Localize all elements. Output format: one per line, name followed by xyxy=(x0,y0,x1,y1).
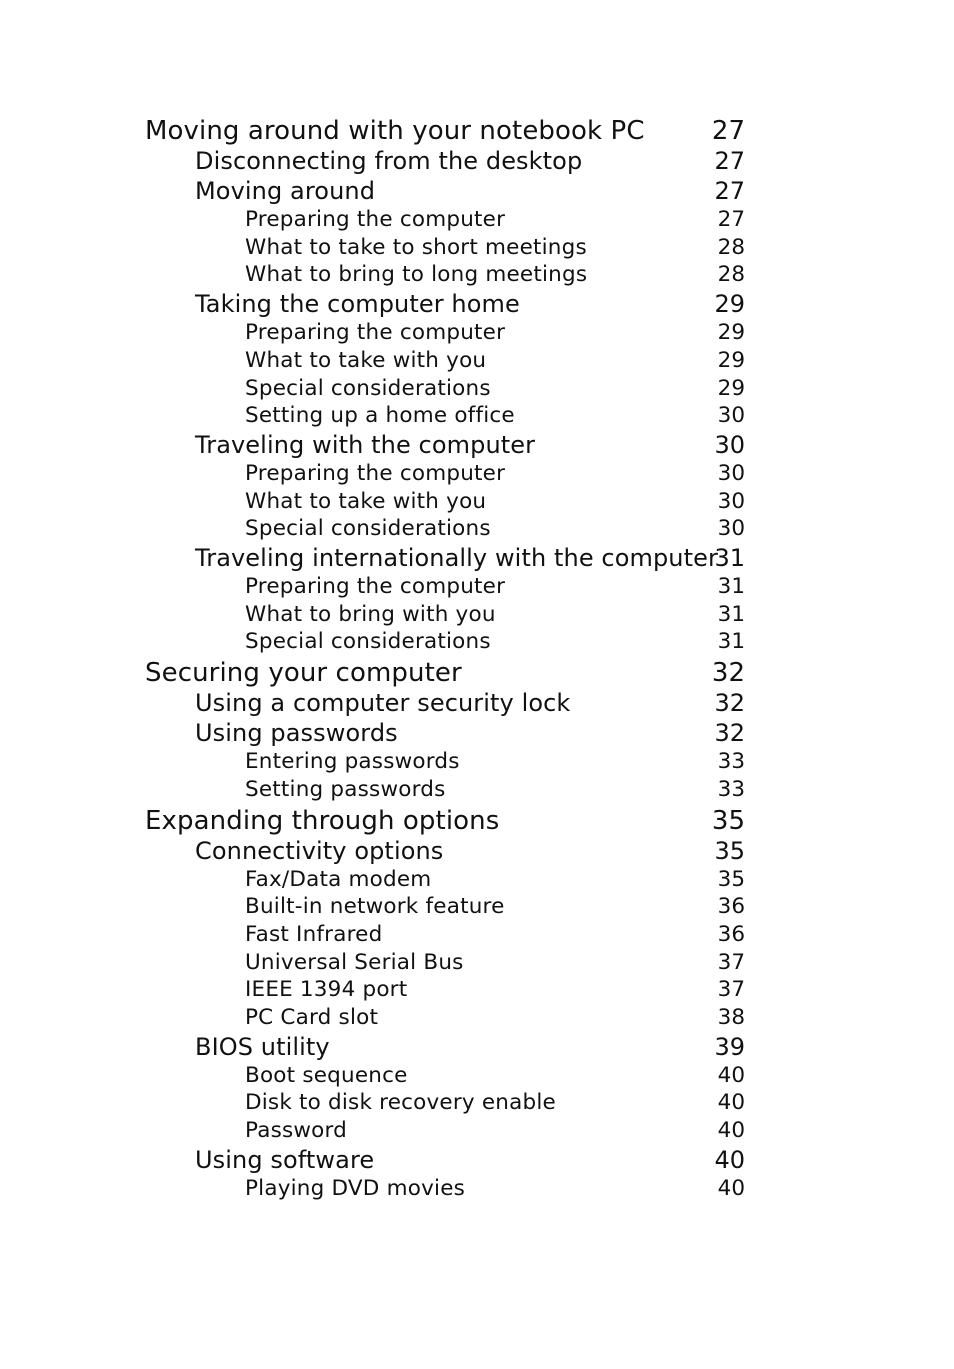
toc-entry-page: 27 xyxy=(714,147,745,175)
toc-entry-page: 31 xyxy=(714,544,745,573)
toc-entry-page: 28 xyxy=(717,262,745,288)
toc-entry[interactable] xyxy=(145,146,745,176)
toc-entry[interactable] xyxy=(145,375,745,403)
toc-entry-title: Moving around with your notebook PC xyxy=(145,116,645,146)
toc-entry-page: 36 xyxy=(717,894,745,920)
toc-entry-page: 30 xyxy=(714,430,745,459)
toc-entry-title: Fax/Data modem xyxy=(245,866,432,892)
toc-entry-title: Preparing the computer xyxy=(245,460,506,486)
toc-entry-page: 36 xyxy=(717,921,745,947)
toc-entry[interactable] xyxy=(145,402,745,430)
toc-entry-title: Securing your computer xyxy=(145,658,462,689)
toc-entry-title: What to bring to long meetings xyxy=(245,262,588,288)
toc-entry-page: 39 xyxy=(714,1032,745,1061)
toc-entry[interactable] xyxy=(145,206,745,234)
toc-entry-title: Preparing the computer xyxy=(245,574,506,600)
toc-entry[interactable] xyxy=(145,1004,745,1032)
toc-entry-title: Disconnecting from the desktop xyxy=(195,147,583,175)
toc-entry-title: Fast Infrared xyxy=(245,921,383,947)
toc-entry[interactable] xyxy=(145,488,745,516)
toc-entry-page: 38 xyxy=(717,1005,745,1031)
toc-entry[interactable] xyxy=(145,347,745,375)
toc-entry[interactable] xyxy=(145,430,745,460)
toc-entry[interactable] xyxy=(145,628,745,656)
toc-entry-page: 31 xyxy=(717,601,745,627)
toc-entry-title: Connectivity options xyxy=(195,836,444,865)
toc-entry-page: 31 xyxy=(717,574,745,600)
toc-entry[interactable] xyxy=(145,866,745,894)
toc-entry-title: Taking the computer home xyxy=(195,290,520,319)
toc-entry-title: Preparing the computer xyxy=(245,207,506,232)
toc-entry-title: Entering passwords xyxy=(245,749,460,775)
toc-entry-page: 28 xyxy=(717,234,745,260)
toc-entry[interactable] xyxy=(145,543,745,573)
toc-entry-page: 32 xyxy=(711,658,745,689)
toc-entry-title: PC Card slot xyxy=(245,1005,379,1031)
toc-entry[interactable] xyxy=(145,949,745,977)
table-of-contents xyxy=(145,116,745,1203)
toc-entry-page: 35 xyxy=(717,866,745,892)
toc-entry-title: Special considerations xyxy=(245,629,491,655)
toc-entry-page: 40 xyxy=(717,1090,745,1116)
toc-entry-title: Using a computer security lock xyxy=(195,689,571,718)
toc-entry-page: 40 xyxy=(714,1145,745,1174)
toc-entry-page: 30 xyxy=(717,460,745,486)
toc-entry-page: 29 xyxy=(717,375,745,401)
toc-entry-page: 33 xyxy=(717,749,745,775)
toc-entry-title: Universal Serial Bus xyxy=(245,949,464,975)
toc-entry-title: Setting passwords xyxy=(245,776,446,802)
toc-entry-page: 32 xyxy=(714,689,745,718)
toc-entry[interactable] xyxy=(145,893,745,921)
toc-entry[interactable] xyxy=(145,234,745,262)
toc-entry[interactable] xyxy=(145,688,745,718)
toc-entry-title: Setting up a home office xyxy=(245,403,515,429)
toc-entry[interactable] xyxy=(145,748,745,776)
toc-entry-page: 29 xyxy=(717,320,745,346)
toc-entry-title: Special considerations xyxy=(245,375,491,401)
toc-entry-page: 32 xyxy=(714,719,745,748)
toc-entry[interactable] xyxy=(145,1089,745,1117)
toc-entry-page: 33 xyxy=(717,776,745,802)
toc-entry[interactable] xyxy=(145,1145,745,1175)
toc-entry[interactable] xyxy=(145,806,745,836)
toc-entry-title: What to take with you xyxy=(245,488,487,514)
toc-entry-title: Special considerations xyxy=(245,516,491,542)
toc-entry-page: 27 xyxy=(717,207,745,232)
toc-entry-title: Traveling with the computer xyxy=(195,430,536,459)
toc-entry[interactable] xyxy=(145,1117,745,1145)
toc-entry[interactable] xyxy=(145,1062,745,1090)
toc-entry[interactable] xyxy=(145,460,745,488)
toc-entry-title: Disk to disk recovery enable xyxy=(245,1090,556,1116)
toc-entry-title: IEEE 1394 port xyxy=(245,977,408,1003)
toc-entry-title: What to bring with you xyxy=(245,601,496,627)
toc-entry[interactable] xyxy=(145,658,745,688)
toc-entry[interactable] xyxy=(145,1032,745,1062)
toc-entry[interactable] xyxy=(145,921,745,949)
toc-entry-title: What to take with you xyxy=(245,347,487,373)
toc-entry-title: Expanding through options xyxy=(145,805,500,836)
toc-entry-title: Built-in network feature xyxy=(245,894,505,920)
toc-entry-title: Using software xyxy=(195,1145,375,1174)
toc-entry-title: Boot sequence xyxy=(245,1062,408,1088)
toc-entry-page: 40 xyxy=(717,1175,745,1201)
toc-entry-title: Password xyxy=(245,1118,348,1144)
toc-entry[interactable] xyxy=(145,776,745,804)
toc-entry-page: 27 xyxy=(714,177,745,205)
toc-entry[interactable] xyxy=(145,289,745,319)
toc-entry-page: 40 xyxy=(717,1118,745,1144)
toc-entry-page: 30 xyxy=(717,516,745,542)
toc-entry-title: Using passwords xyxy=(195,719,398,748)
toc-entry-title: Traveling internationally with the computer xyxy=(195,544,718,573)
toc-entry-page: 30 xyxy=(717,403,745,429)
toc-entry-page: 40 xyxy=(717,1062,745,1088)
toc-entry-page: 37 xyxy=(717,977,745,1003)
toc-entry[interactable] xyxy=(145,718,745,748)
toc-entry-page: 29 xyxy=(717,347,745,373)
toc-entry-title: What to take to short meetings xyxy=(245,234,587,260)
toc-entry-title: BIOS utility xyxy=(195,1032,330,1061)
toc-entry-page: 35 xyxy=(711,805,745,836)
toc-entry-page: 30 xyxy=(717,488,745,514)
toc-entry-title: Preparing the computer xyxy=(245,320,506,346)
toc-entry[interactable] xyxy=(145,176,745,206)
toc-entry[interactable] xyxy=(145,573,745,601)
toc-entry-page: 27 xyxy=(711,116,745,146)
toc-entry[interactable] xyxy=(145,515,745,543)
toc-entry-page: 31 xyxy=(717,629,745,655)
toc-entry[interactable] xyxy=(145,261,745,289)
toc-entry[interactable] xyxy=(145,116,745,146)
toc-entry[interactable] xyxy=(145,836,745,866)
toc-entry-title: Moving around xyxy=(195,177,376,205)
toc-entry[interactable] xyxy=(145,1175,745,1203)
toc-entry-page: 37 xyxy=(717,949,745,975)
toc-entry[interactable] xyxy=(145,976,745,1004)
toc-entry-page: 35 xyxy=(714,836,745,865)
toc-entry-page: 29 xyxy=(714,290,745,319)
toc-entry[interactable] xyxy=(145,319,745,347)
toc-entry-title: Playing DVD movies xyxy=(245,1175,466,1201)
toc-entry[interactable] xyxy=(145,601,745,629)
